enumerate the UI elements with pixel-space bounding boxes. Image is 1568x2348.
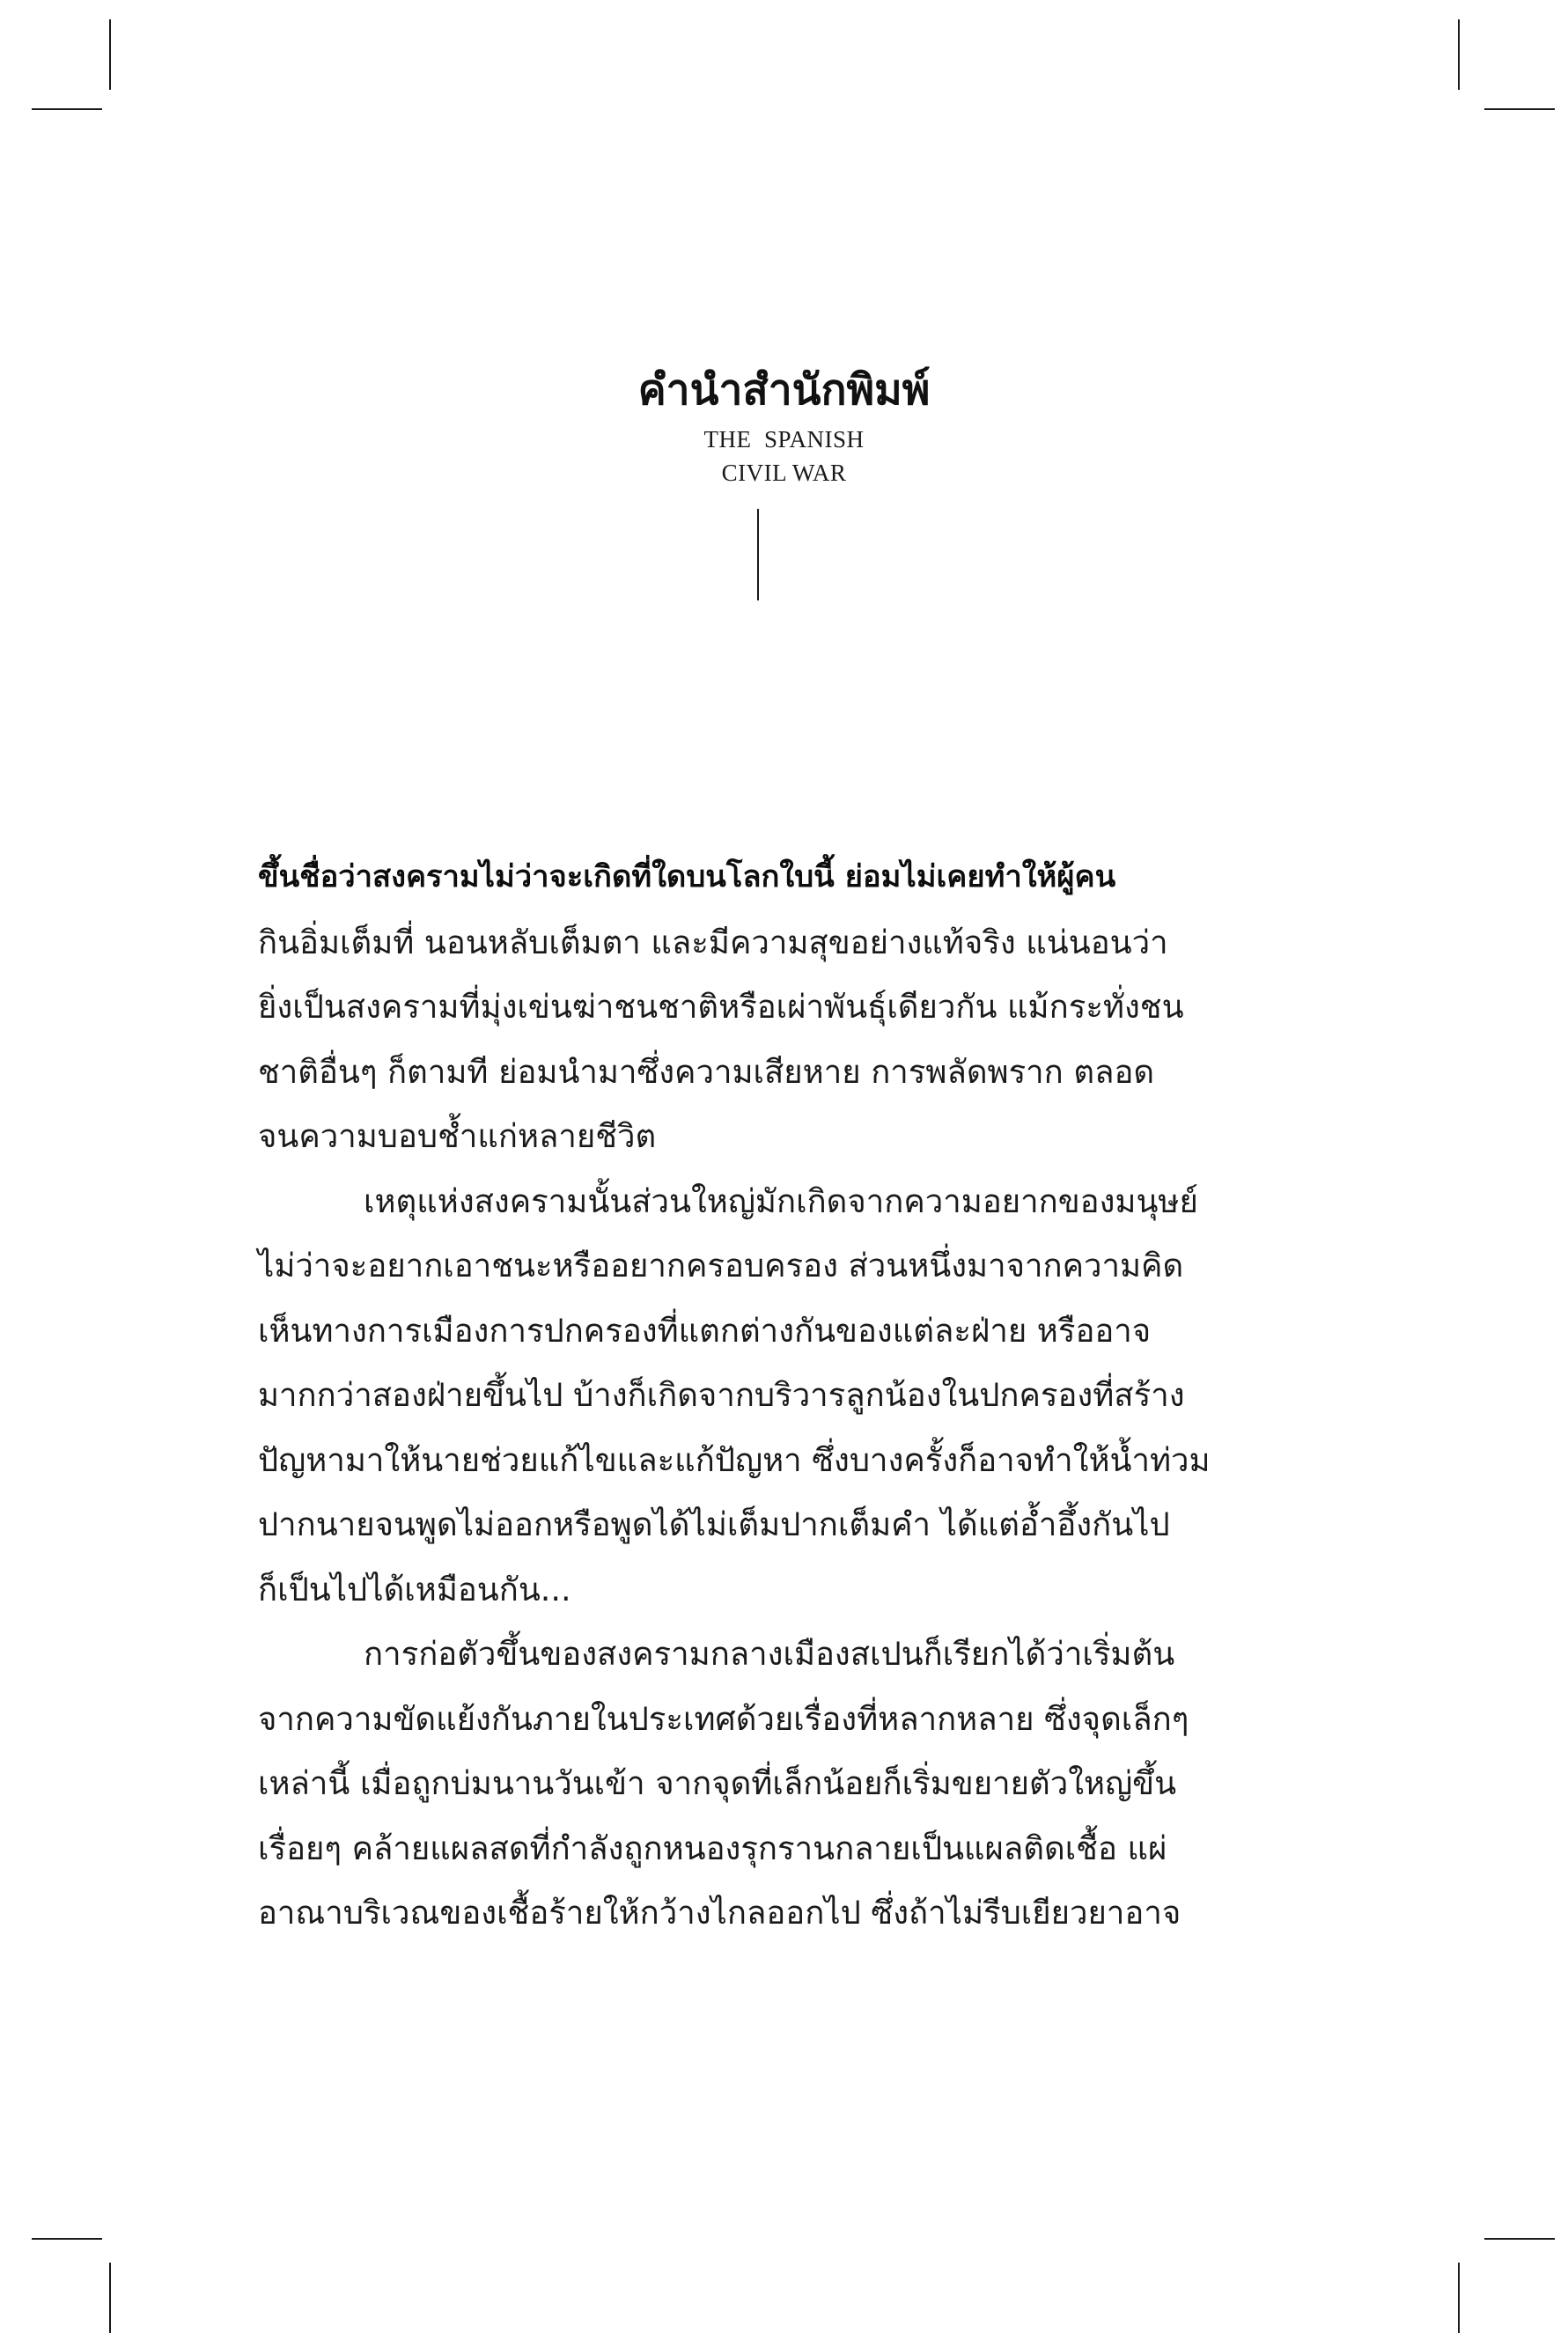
paragraph-2-line-1: เหตุแห่งสงครามนั้นส่วนใหญ่มักเกิดจากความอยากของมนุษย์ <box>364 1181 1198 1220</box>
subtitle-line-1: THE SPANISH <box>703 426 865 453</box>
paragraph-2-line-3: เห็นทางการเมืองการปกครองที่แตกต่างกันของแต่ละฝ่าย หรืออาจ <box>258 1311 1152 1350</box>
crop-mark-top-left-vertical <box>109 19 111 90</box>
body-text <box>258 845 1253 1946</box>
paragraph-2-line-5: ปัญหามาให้นายช่วยแก้ไขและแก้ปัญหา ซึ่งบางครั้งก็อาจทำให้น้ำท่วม <box>258 1440 1211 1479</box>
paragraph-3-line-4: เรื่อยๆ คล้ายแผลสดที่กำลังถูกหนองรุกรานกลายเป็นแผลติดเชื้อ แผ่ <box>258 1829 1167 1867</box>
paragraph-2-line-2: ไม่ว่าจะอยากเอาชนะหรืออยากครอบครอง ส่วนหนึ่งมาจากความคิด <box>258 1247 1184 1284</box>
crop-mark-bottom-right-vertical <box>1458 2263 1460 2333</box>
paragraph-1-line-4: ชาติอื่นๆ ก็ตามที ย่อมนำมาซึ่งความเสียหาย การพลัดพราก ตลอด <box>258 1052 1155 1091</box>
subtitle-line-2: CIVIL WAR <box>721 460 847 486</box>
page-subtitle <box>0 423 1568 489</box>
paragraph-3-line-5: อาณาบริเวณของเชื้อร้ายให้กว้างไกลออกไป ซึ่งถ้าไม่รีบเยียวยาอาจ <box>258 1894 1182 1932</box>
crop-mark-top-right-vertical <box>1458 19 1460 90</box>
crop-mark-top-left-horizontal <box>32 108 102 110</box>
crop-mark-bottom-left-horizontal <box>32 2238 102 2240</box>
paragraph-2-line-7: ก็เป็นไปได้เหมือนกัน... <box>258 1570 571 1608</box>
paragraph-3-line-3: เหล่านี้ เมื่อถูกบ่มนานวันเข้า จากจุดที่เล็กน้อยก็เริ่มขยายตัวใหญ่ขึ้น <box>258 1764 1177 1802</box>
paragraph-1-line-3: ยิ่งเป็นสงครามที่มุ่งเข่นฆ่าชนชาติหรือเผ่าพันธุ์เดียวกัน แม้กระทั่งชน <box>258 988 1184 1026</box>
paragraph-1-line-5: จนความบอบช้ำแก่หลายชีวิต <box>258 1117 657 1155</box>
title-divider-rule <box>757 509 759 600</box>
crop-mark-top-right-horizontal <box>1484 108 1555 110</box>
paragraph-2-line-4: มากกว่าสองฝ่ายขึ้นไป บ้างก็เกิดจากบริวารลูกน้องในปกครองที่สร้าง <box>258 1376 1185 1414</box>
crop-mark-bottom-left-vertical <box>109 2263 111 2333</box>
paragraph-3 <box>258 1622 1253 1946</box>
paragraph-1 <box>258 845 1253 1169</box>
paragraph-3-line-1: การก่อตัวขึ้นของสงครามกลางเมืองสเปนก็เรียกได้ว่าเริ่มต้น <box>364 1635 1175 1673</box>
paragraph-1-line-2: กินอิ่มเต็มที่ นอนหลับเต็มตา และมีความสุขอย่างแท้จริง แน่นอนว่า <box>258 923 1168 961</box>
paragraph-1-line-1: ขึ้นชื่อว่าสงครามไม่ว่าจะเกิดที่ใดบนโลกใบนี้ ย่อมไม่เคยทำให้ผู้คน <box>258 859 1116 894</box>
paragraph-2-line-6: ปากนายจนพูดไม่ออกหรือพูดได้ไม่เต็มปากเต็มคำ ได้แต่อ้ำอึ้งกันไป <box>258 1505 1170 1543</box>
page-title: คำนำสำนักพิมพ์ <box>637 365 931 415</box>
crop-mark-bottom-right-horizontal <box>1484 2238 1555 2240</box>
paragraph-3-line-2: จากความขัดแย้งกันภายในประเทศด้วยเรื่องที่หลากหลาย ซึ่งจุดเล็กๆ <box>258 1699 1189 1738</box>
paragraph-2 <box>258 1169 1253 1623</box>
